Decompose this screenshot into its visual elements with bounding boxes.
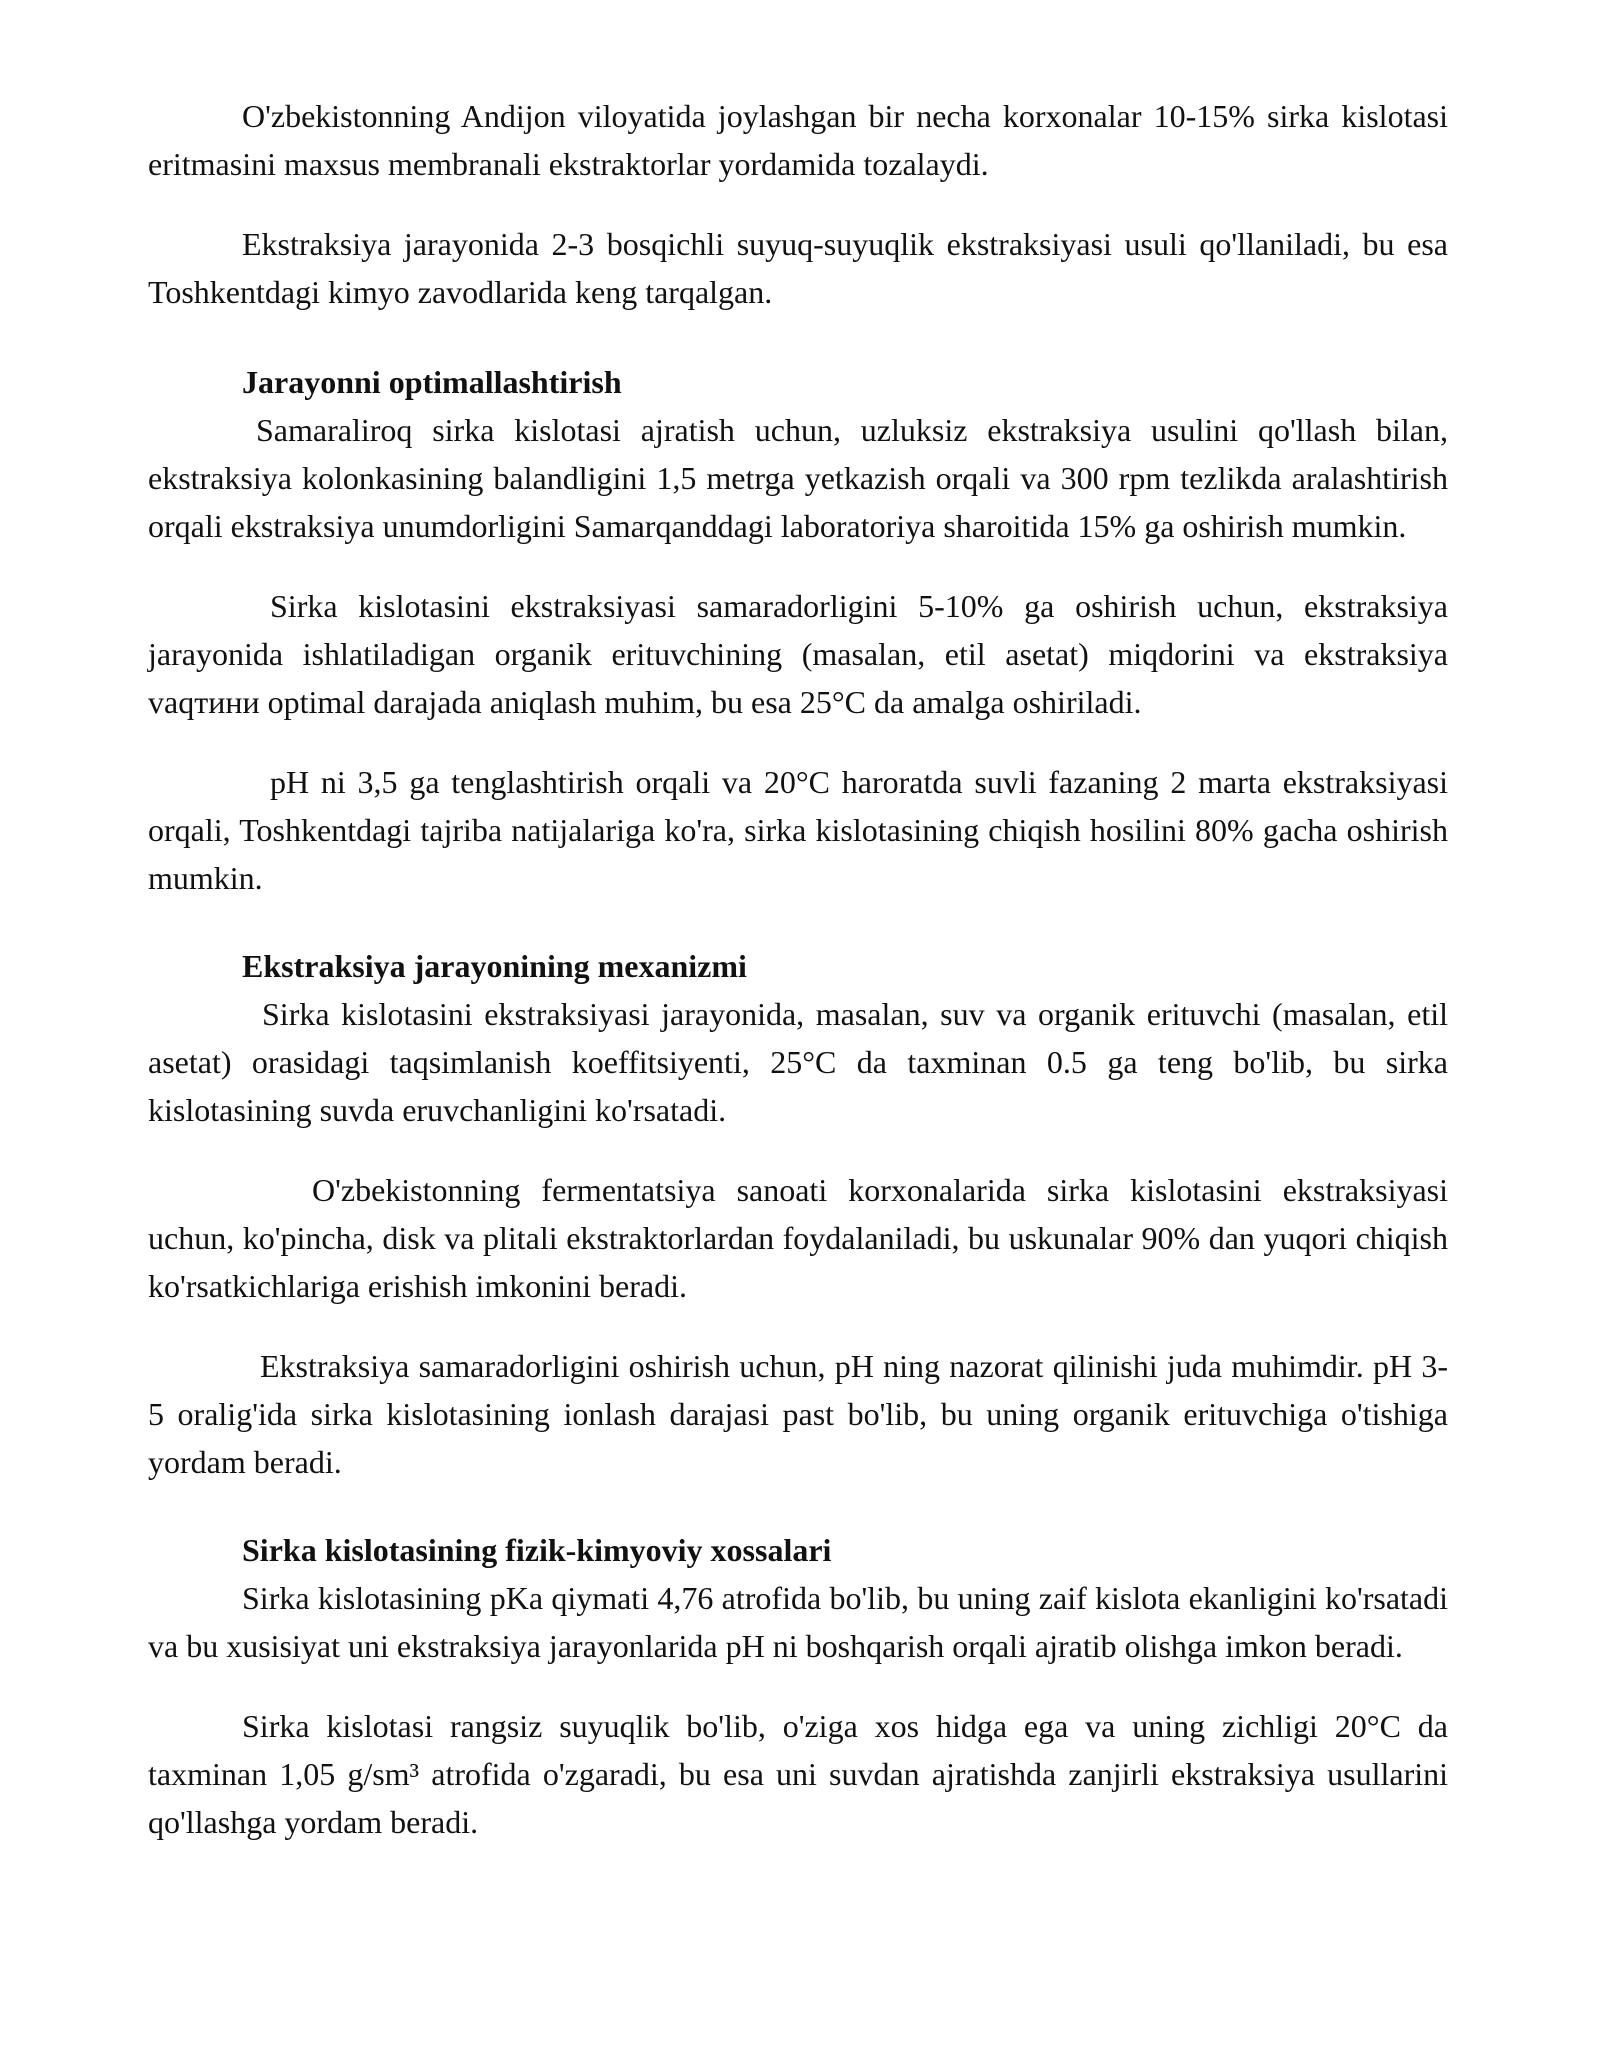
- section-heading-mexanizm: Ekstraksiya jarayonining mexanizmi: [242, 948, 747, 984]
- paragraph-samaradorlik: Sirka kislotasini ekstraksiyasi samaradorligini 5-10% ga oshirish uchun, ekstraksiya jarayonida ishlatiladigan organik erituvchining (masalan, etil asetat) miqdorini va ekstraksiya vaqтини optimal darajada aniqlash muhim, bu esa 25°C da amalga oshiriladi.: [148, 588, 1448, 720]
- paragraph-zichlik: Sirka kislotasi rangsiz suyuqlik bo'lib, o'ziga xos hidga ega va uning zichligi 20°C da taxminan 1,05 g/sm³ atrofida o'zgaradi, bu esa uni suvdan ajratishda zanjirli ekstraksiya usullarini qo'llashga yordam beradi.: [148, 1708, 1448, 1840]
- paragraph-samaraliroq: Samaraliroq sirka kislotasi ajratish uchun, uzluksiz ekstraksiya usulini qo'llash bilan, ekstraksiya kolonkasining balandligini 1,5 metrga yetkazish orqali va 300 rpm tezlikda aralashtirish orqali ekstraksiya unumdorligini Samarqanddagi laboratoriya sharoitida 15% ga oshirish mumkin.: [148, 412, 1448, 544]
- section-heading-optimallashtirish: Jarayonni optimallashtirish: [242, 364, 622, 400]
- paragraph-ph-nazorat: Ekstraksiya samaradorligini oshirish uchun, pH ning nazorat qilinishi juda muhimdir. pH 3-5 oralig'ida sirka kislotasining ionlash darajasi past bo'lib, bu uning organik erituvchiga o'tishiga yordam beradi.: [148, 1348, 1448, 1480]
- paragraph-ekstraksiya-bosqichli: Ekstraksiya jarayonida 2-3 bosqichli suyuq-suyuqlik ekstraksiyasi usuli qo'llaniladi, bu esa Toshkentdagi kimyo zavodlarida keng tarqalgan.: [148, 226, 1448, 310]
- paragraph-ph-tenglashtirish: pH ni 3,5 ga tenglashtirish orqali va 20°C haroratda suvli fazaning 2 marta ekstraksiyasi orqali, Toshkentdagi tajriba natijalariga ko'ra, sirka kislotasining chiqish hosilini 80% gacha oshirish mumkin.: [148, 764, 1448, 896]
- paragraph-andijon: O'zbekistonning Andijon viloyatida joylashgan bir necha korxonalar 10-15% sirka kislotasi eritmasini maxsus membranali ekstraktorlar yordamida tozalaydi.: [148, 98, 1448, 182]
- paragraph-pka: Sirka kislotasining pKa qiymati 4,76 atrofida bo'lib, bu uning zaif kislota ekanligini ko'rsatadi va bu xusisiyat uni ekstraksiya jarayonlarida pH ni boshqarish orqali ajratib olishga imkon beradi.: [148, 1580, 1448, 1664]
- paragraph-taqsimlanish: Sirka kislotasini ekstraksiyasi jarayonida, masalan, suv va organik erituvchi (masalan, etil asetat) orasidagi taqsimlanish koeffitsiyenti, 25°C da taxminan 0.5 ga teng bo'lib, bu sirka kislotasining suvda eruvchanligini ko'rsatadi.: [148, 996, 1448, 1128]
- paragraph-fermentatsiya: O'zbekistonning fermentatsiya sanoati korxonalarida sirka kislotasini ekstraksiyasi uchun, ko'pincha, disk va plitali ekstraktorlardan foydalaniladi, bu uskunalar 90% dan yuqori chiqish ko'rsatkichlariga erishish imkonini beradi.: [148, 1172, 1448, 1304]
- section-heading-xossalar: Sirka kislotasining fizik-kimyoviy xossalari: [242, 1532, 832, 1568]
- document-page: [148, 92, 1448, 1878]
